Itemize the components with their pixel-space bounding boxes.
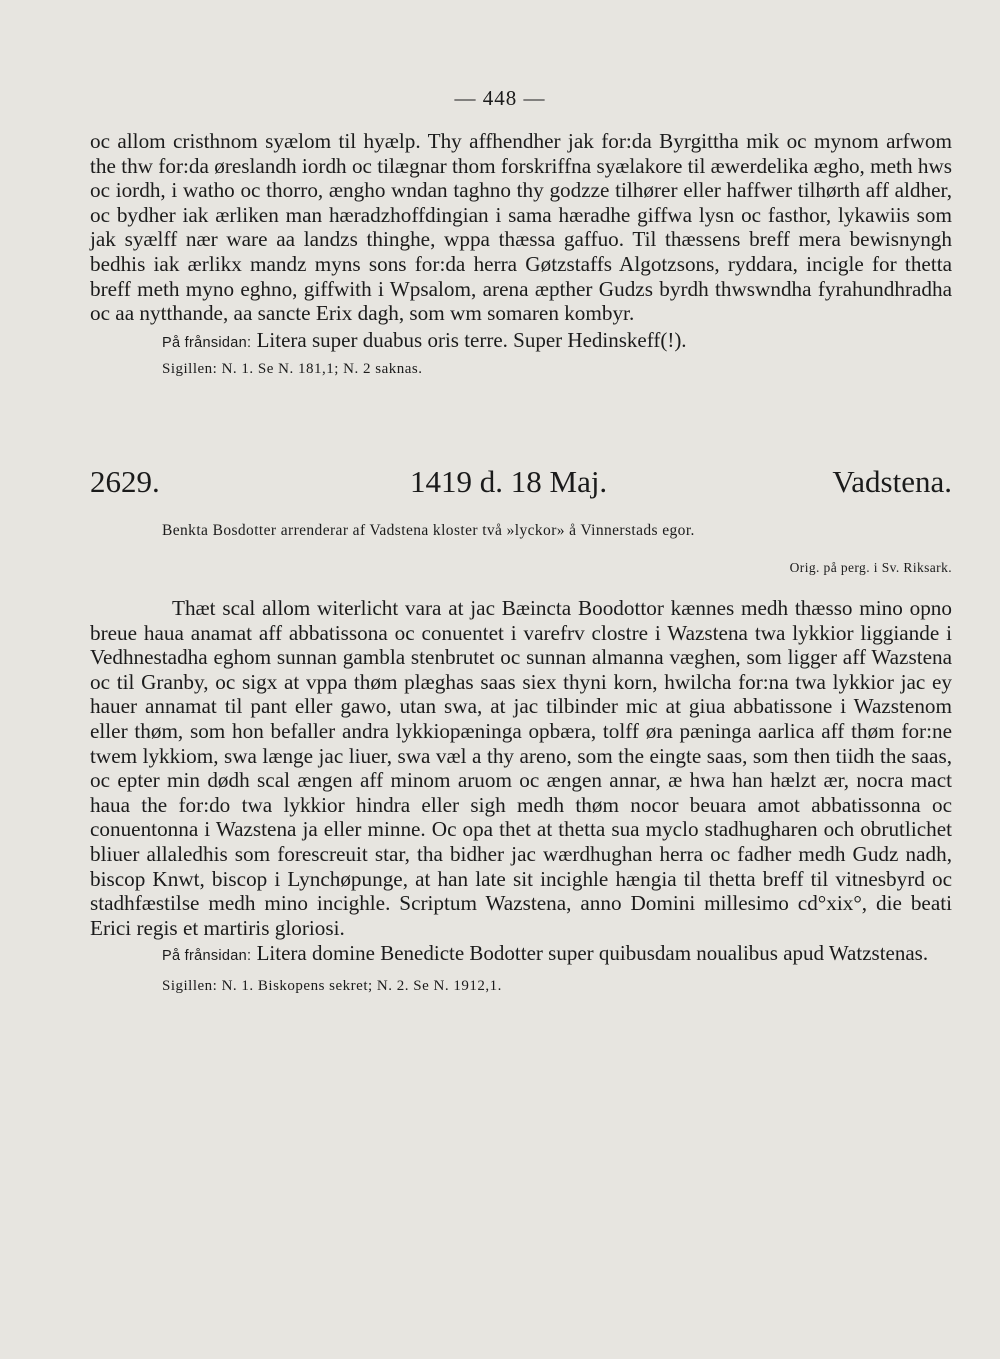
entry-reverse-side-text: Litera domine Benedicte Bodotter super quibusdam noualibus apud Watzstenas. (256, 941, 929, 966)
entry-seals-note: Sigillen: N. 1. Biskopens sekret; N. 2. Se N. 1912,1. (162, 977, 502, 994)
reverse-side-text: Litera super duabus oris terre. Super Hedinskeff(!). (256, 327, 687, 352)
entry-text: Thæt scal allom witerlicht vara at jac Bæincta Boodottor kænnes medh thæsso mino opno breue haua anamat aff abbatissona oc conuentet i varefrv clostre i Wazstena twa lykkior liggiande i Vedhnestadha eghom sunnan gambla stenbrutet oc sunnan almanna væghen, som ligger aff Wazstena oc til Granby, oc sigx at vppa thøm plæghas saas siex thyni korn, hwilcha for:na twa lykkior jac ey hauer annamat til pant eller gawo, utan swa, at jac tilbinder mic at giua abbatissone i Wazstenom eller thøm, som hon befaller andra lykkiopæninga opbæra, tolff øra pæninga aarlica aff thøm for:ne twem lykkiom, swa længe jac liuer, swa væl a thy areno, som the eingte saas, som then tiidh the saas, oc epter min dødh scal ængen aff minom aruom oc ængen annar, æ hwa han hælzt ær, nocra mact haua the for:do twa lykkior hindra eller sigh medh thøm nocor beuara amot abbatissonna oc conuentonna i Wazstena ja eller minne. Oc opa thet at thetta sua myclo stadhugharen och obrutlichet bliuer allaledhis som forescreuit star, tha bidher jac wærdhughan herra oc fadher medh Gudz nadh, biscop Knwt, biscop i Lynchøpunge, at han late sit incighle hængia til thetta breff til vitnesbyrd oc stadhfæstilse medh mino incighle. Scriptum Wazstena, anno Domini millesimo cd°xix°, die beati Erici regis et martiris gloriosi. (90, 596, 952, 940)
entry-number: 2629. (90, 464, 160, 499)
entry-reverse-side-note (90, 941, 952, 969)
entry-place: Vadstena. (832, 464, 952, 499)
continuation-paragraph: oc allom cristhnom syælom til hyælp. Thy affhendher jak for:da Byrgittha mik oc mynom arfwom the thw for:da øreslandh iordh oc tilægnar thom forskriffna syælakore til æwerdelika ægho, meth hws oc iordh, i watho oc thorro, ængho wndan taghno thy godzze tilhører eller haffwer tilhørth aff aldher, oc bydher iak ærliken man hæradzhoffdingian i sama hæradhe giffwa lysn oc fasthor, lykawiis som jak syælff nær ware aa landzs thinghe, wppa thæssa gaffuo. Til thæssens breff mera bewisnyngh bedhis iak ærlikx mandz myns sons for:da herra Gøtzstaffs Algotzsons, ryddara, incigle for thetta breff meth myno eghno, giffwith i Wpsalom, arena æpther Gudzs byrdh thwswndha fyrahundhradha oc aa nytthande, aa sancte Erix dagh, som wm somaren kombyr. (90, 129, 952, 326)
entry-date: 1419 d. 18 Maj. (410, 464, 608, 499)
entry-origin: Orig. på perg. i Sv. Riksark. (789, 560, 952, 575)
reverse-side-label: På frånsidan: (162, 334, 252, 351)
entry-heading (90, 464, 952, 504)
reverse-side-note (90, 328, 952, 356)
entry-summary: Benkta Bosdotter arrenderar af Vadstena kloster två »lyckor» å Vinnerstads egor. (162, 522, 695, 539)
entry-reverse-side-label: På frånsidan: (162, 948, 252, 965)
entry-body (90, 596, 952, 997)
seals-note: Sigillen: N. 1. Se N. 181,1; N. 2 saknas. (162, 361, 423, 378)
page-number: — 448 — (454, 86, 546, 110)
previous-entry-continuation (90, 129, 952, 380)
